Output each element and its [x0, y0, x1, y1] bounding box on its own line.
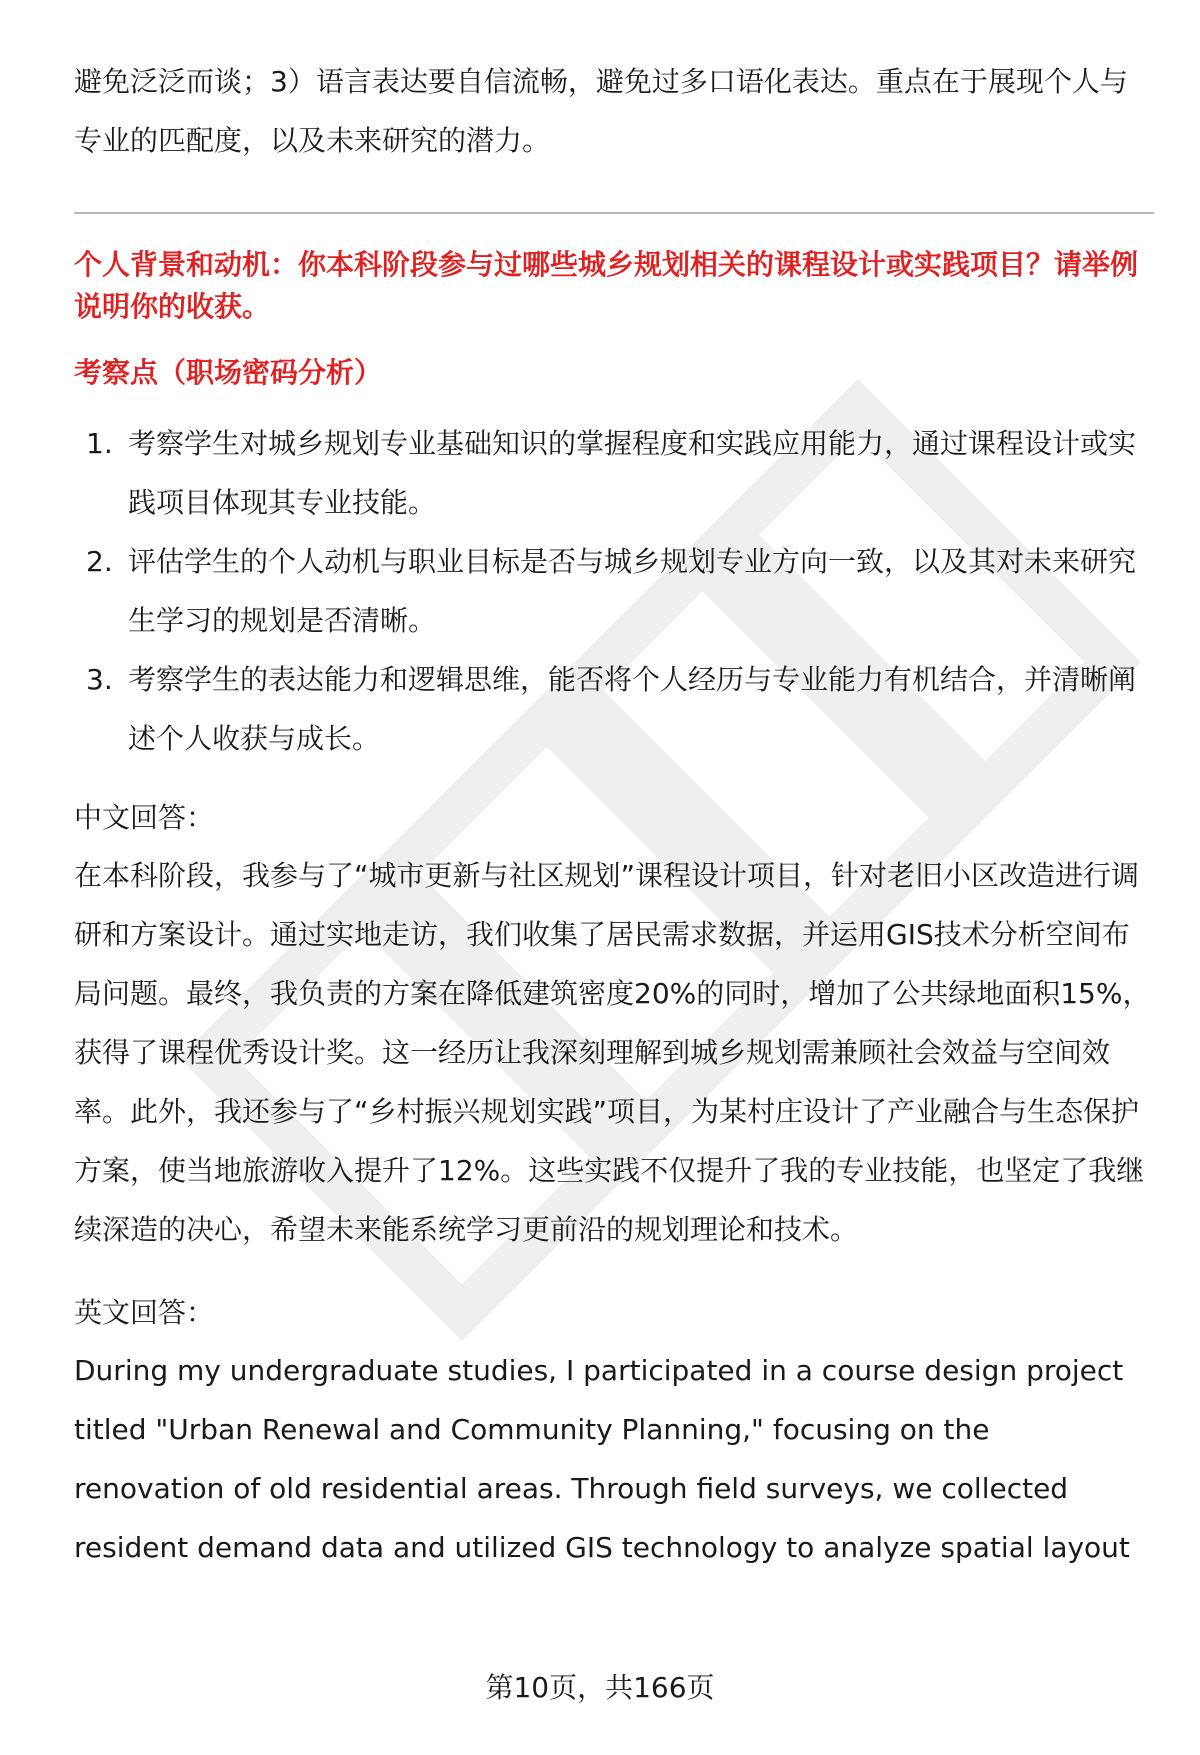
english-answer-label: 英文回答： — [74, 1296, 215, 1329]
list-item-number: 2. — [86, 545, 113, 578]
page-footer: 第10页，共166页 — [485, 1671, 715, 1704]
list-item — [74, 532, 1154, 650]
section-divider — [74, 212, 1154, 214]
list-item — [74, 650, 1154, 768]
english-answer-text — [74, 1341, 1154, 1577]
question-heading: 个人背景和动机：你本科阶段参与过哪些城乡规划相关的课程设计或实践项目？请举例说明你的收获。 — [74, 248, 1139, 323]
list-item-number: 1. — [86, 427, 113, 460]
english-answer-line: renovation of old residential areas. Through field surveys, we collected — [74, 1472, 1069, 1505]
chinese-answer-label: 中文回答： — [74, 801, 215, 834]
list-item-text: 考察学生的表达能力和逻辑思维，能否将个人经历与专业能力有机结合，并清晰阐述个人收获与成长。 — [128, 663, 1137, 755]
intro-paragraph: 避免泛泛而谈；3）语言表达要自信流畅，避免过多口语化表达。重点在于展现个人与专业的匹配度，以及未来研究的潜力。 — [74, 65, 1128, 157]
chinese-answer-text: 在本科阶段，我参与了“城市更新与社区规划”课程设计项目，针对老旧小区改造进行调研和方案设计。通过实地走访，我们收集了居民需求数据，并运用GIS技术分析空间布局问题。最终，我负责的方案在降低建筑密度20%的同时，增加了公共绿地面积15%，获得了课程优秀设计奖。这一经历让我深刻理解到城乡规划需兼顾社会效益与空间效率。此外，我还参与了“乡村振兴规划实践”项目，为某村庄设计了产业融合与生态保护方案，使当地旅游收入提升了12%。这些实践不仅提升了我的专业技能，也坚定了我继续深造的决心，希望未来能系统学习更前沿的规划理论和技术。 — [74, 859, 1151, 1246]
exam-points-list — [74, 414, 1154, 768]
list-item — [74, 414, 1154, 532]
english-answer-line: During my undergraduate studies, I participated in a course design project — [74, 1354, 1124, 1387]
document-page — [74, 52, 1154, 1577]
list-item-number: 3. — [86, 663, 113, 696]
exam-points-heading: 考察点（职场密码分析） — [74, 356, 383, 389]
list-item-text: 评估学生的个人动机与职业目标是否与城乡规划专业方向一致，以及其对未来研究生学习的规划是否清晰。 — [128, 545, 1137, 637]
english-answer-line: resident demand data and utilized GIS technology to analyze spatial layout — [74, 1531, 1130, 1564]
english-answer-line: titled "Urban Renewal and Community Planning," focusing on the — [74, 1413, 990, 1446]
list-item-text: 考察学生对城乡规划专业基础知识的掌握程度和实践应用能力，通过课程设计或实践项目体现其专业技能。 — [128, 427, 1137, 519]
